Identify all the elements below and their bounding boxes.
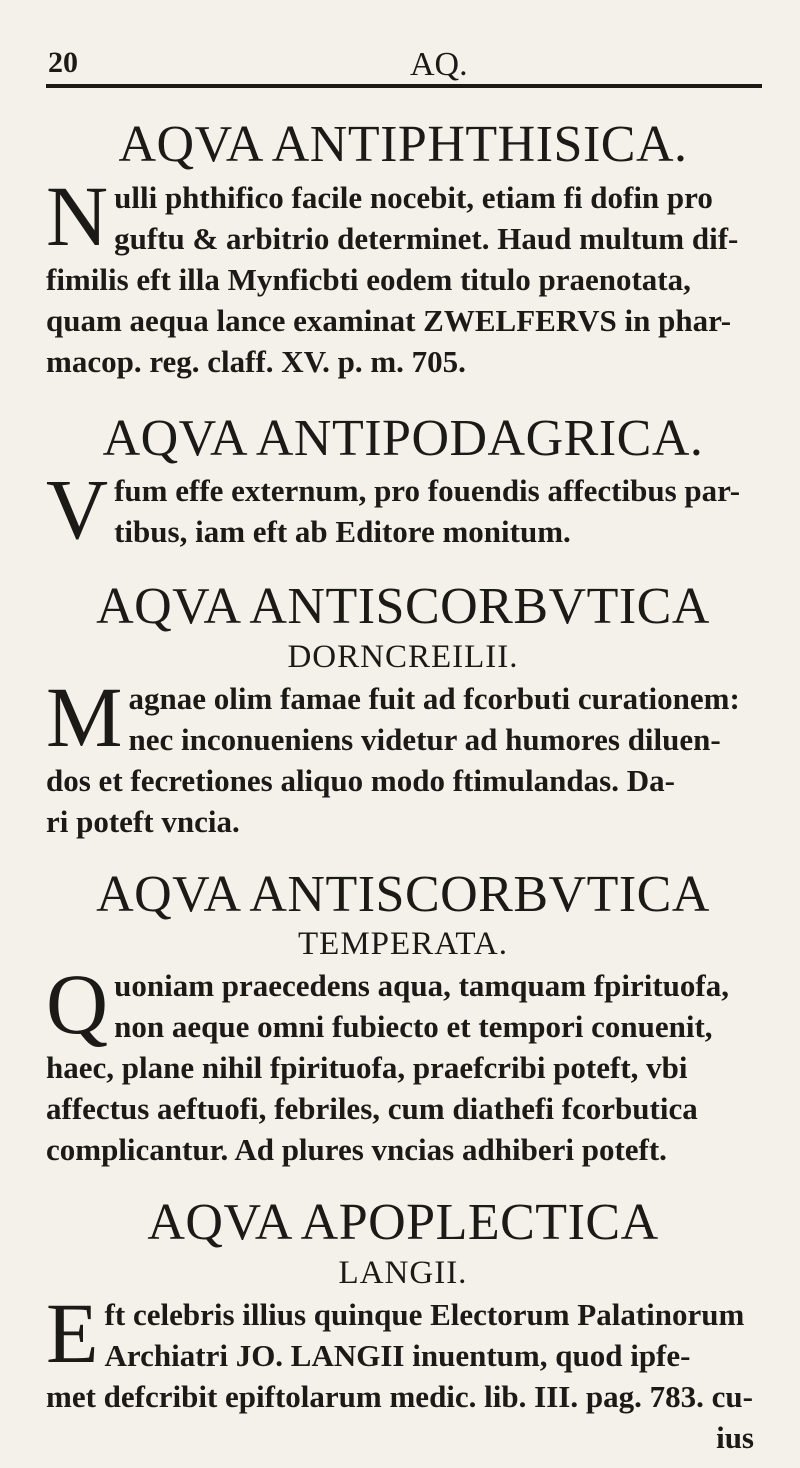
body-line: quam aequa lance examinat ZWELFERVS in phar-: [46, 302, 732, 338]
body-line: Archiatri JO. LANGII inuentum, quod ipfe-: [104, 1337, 691, 1373]
entry-body: [46, 461, 760, 558]
body-line: affectus aeftuofi, febriles, cum diathefi fcorbutica: [46, 1091, 698, 1127]
drop-cap: Q: [46, 956, 109, 1053]
drop-cap: E: [46, 1284, 99, 1381]
entry-body: [46, 956, 760, 1170]
running-head: [46, 44, 760, 83]
entry-antiphthisica: [46, 118, 760, 382]
body-line: agnae olim famae fuit ad fcorbuti curationem:: [128, 680, 740, 716]
drop-cap: V: [46, 461, 109, 558]
entry-antipodagrica: [46, 409, 760, 558]
body-line: ri poteft vncia.: [46, 803, 240, 839]
entry-title: AQVA ANTISCORBVTICA: [96, 865, 710, 923]
body-line: fum effe externum, pro fouendis affectibus par-: [114, 473, 741, 509]
entry-antiscorbutica-dorncreilii: [46, 580, 760, 842]
entry-subtitle: TEMPERATA.: [298, 926, 508, 963]
body-line: ulli phthifico facile nocebit, etiam fi dofin pro: [114, 179, 713, 215]
entry-title: AQVA APOPLECTICA: [147, 1194, 659, 1252]
entry-body: [46, 668, 760, 842]
body-line: dos et fecretiones aliquo modo ftimulandas. Da-: [46, 762, 675, 798]
entry-title: AQVA ANTIPHTHISICA.: [118, 116, 688, 173]
body-line: non aeque omni fubiecto et tempori conuenit,: [114, 1009, 713, 1045]
body-line: ft celebris illius quinque Electorum Palatinorum: [104, 1296, 745, 1332]
body-line: nec inconueniens videtur ad humores diluen-: [128, 721, 721, 757]
entry-body: [46, 1284, 760, 1458]
entry-title: AQVA ANTISCORBVTICA: [96, 578, 710, 636]
page-number: 20: [48, 46, 78, 79]
entry-apoplectica-langii: [46, 1196, 760, 1458]
entry-subtitle: LANGII.: [338, 1254, 468, 1291]
entry-body: [46, 167, 760, 382]
body-line: guftu & arbitrio determinet. Haud multum dif-: [114, 220, 739, 256]
body-line: fimilis eft illa Mynficbti eodem titulo praenotata,: [46, 261, 691, 297]
entry-title: AQVA ANTIPODAGRICA.: [102, 409, 704, 467]
entry-antiscorbutica-temperata: [46, 865, 760, 1171]
body-line: tibus, iam eft ab Editore monitum.: [114, 514, 571, 550]
body-line: ius: [716, 1419, 754, 1455]
drop-cap: M: [46, 668, 123, 765]
header-rule: [46, 84, 762, 88]
body-line: complicantur. Ad plures vncias adhiberi poteft.: [46, 1132, 667, 1168]
body-line: macop. reg. claff. XV. p. m. 705.: [46, 343, 466, 379]
drop-cap: N: [46, 167, 109, 264]
entry-subtitle: DORNCREILII.: [287, 638, 519, 675]
running-head-catchword: AQ.: [410, 46, 468, 83]
body-line: uoniam praecedens aqua, tamquam fpirituofa,: [114, 968, 729, 1004]
body-line: haec, plane nihil fpirituofa, praefcribi poteft, vbi: [46, 1050, 688, 1086]
body-line: met defcribit epiftolarum medic. lib. III. pag. 783. cu-: [46, 1378, 753, 1414]
